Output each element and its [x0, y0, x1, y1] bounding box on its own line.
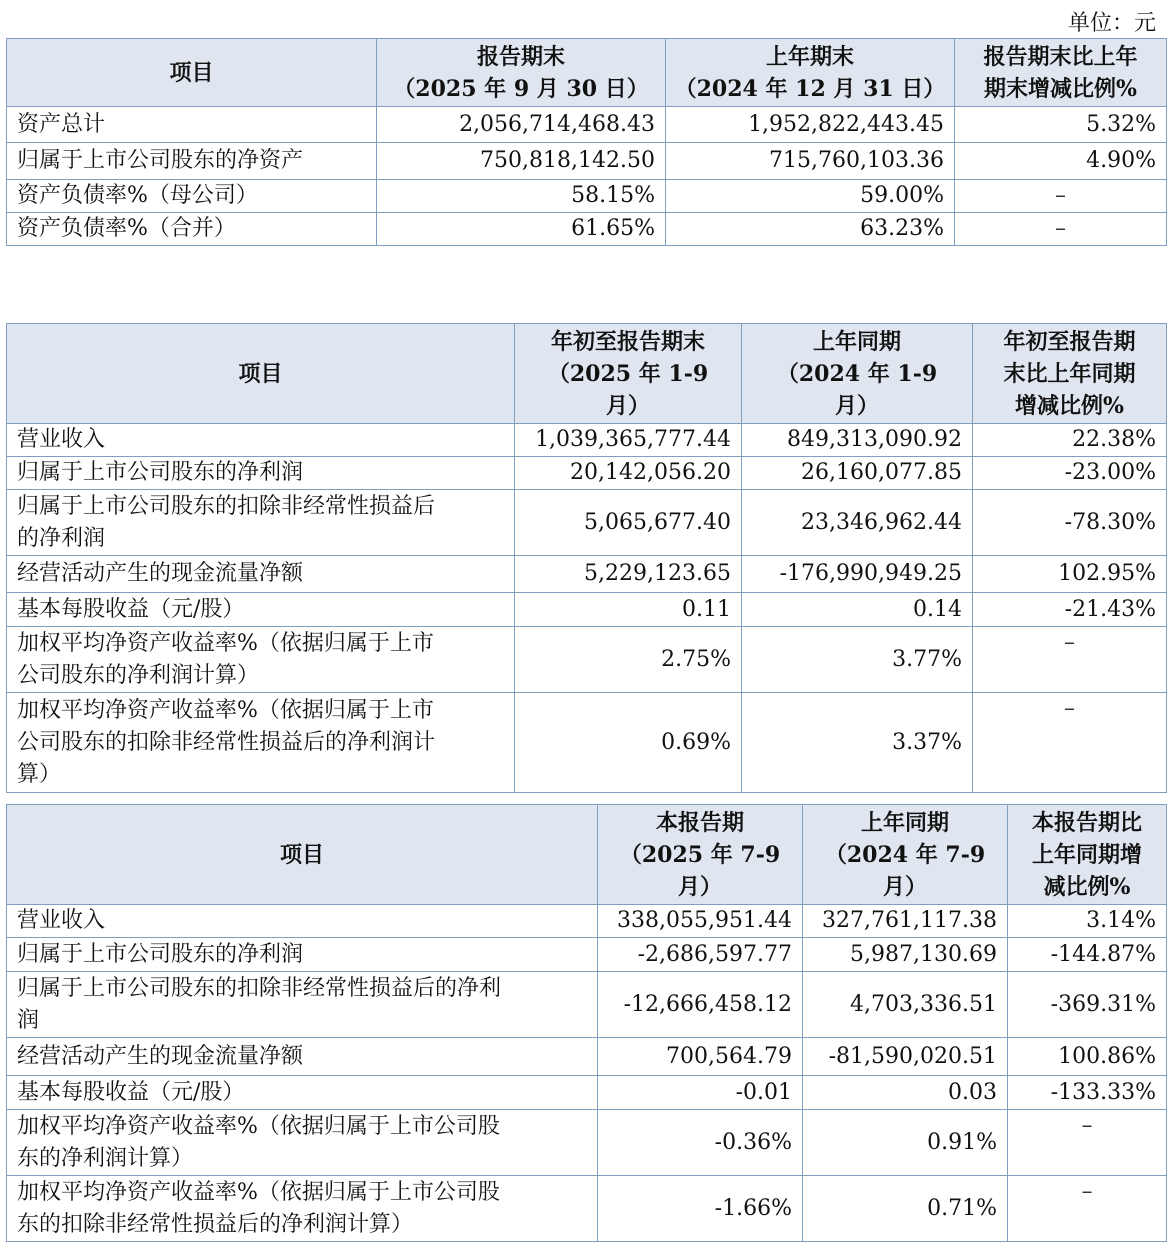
- table-row: [7, 107, 1167, 143]
- cell-change: –: [955, 213, 1167, 246]
- row-label: 加权平均净资产收益率%（依据归属于上市 公司股东的扣除非经常性损益后的净利润计 算）: [7, 693, 515, 793]
- cell-value: 5,229,123.65: [515, 556, 742, 593]
- ytd-table: [6, 323, 1167, 793]
- table-row: [7, 213, 1167, 246]
- cell-change: 22.38%: [973, 424, 1167, 457]
- row-label: 加权平均净资产收益率%（依据归属于上市公司股 东的净利润计算）: [7, 1110, 598, 1176]
- cell-value: -2,686,597.77: [598, 938, 803, 972]
- row-label: 加权平均净资产收益率%（依据归属于上市公司股 东的扣除非经常性损益后的净利润计算）: [7, 1176, 598, 1242]
- row-label: 经营活动产生的现金流量净额: [7, 556, 515, 593]
- cell-change: –: [973, 693, 1167, 793]
- table-row: [7, 180, 1167, 213]
- table-row: [7, 1038, 1167, 1076]
- cell-value: 5,987,130.69: [803, 938, 1008, 972]
- cell-value: 20,142,056.20: [515, 457, 742, 490]
- cell-change: –: [973, 627, 1167, 693]
- cell-value: 849,313,090.92: [742, 424, 973, 457]
- cell-value: 338,055,951.44: [598, 905, 803, 938]
- cell-change: -144.87%: [1008, 938, 1167, 972]
- unit-label: 单位：元: [1067, 11, 1156, 36]
- table-row: [7, 424, 1167, 457]
- cell-value: 327,761,117.38: [803, 905, 1008, 938]
- cell-value: -176,990,949.25: [742, 556, 973, 593]
- cell-value: -0.36%: [598, 1110, 803, 1176]
- row-label: 归属于上市公司股东的净资产: [7, 143, 377, 180]
- cell-value: 63.23%: [666, 213, 955, 246]
- cell-change: –: [1008, 1110, 1167, 1176]
- row-label: 归属于上市公司股东的扣除非经常性损益后的净利 润: [7, 972, 598, 1038]
- table-row: [7, 938, 1167, 972]
- cell-value: 58.15%: [377, 180, 666, 213]
- cell-value: 1,039,365,777.44: [515, 424, 742, 457]
- cell-value: 0.91%: [803, 1110, 1008, 1176]
- header-change-pct: 年初至报告期 末比上年同期 增减比例%: [973, 324, 1167, 424]
- cell-change: 4.90%: [955, 143, 1167, 180]
- table-row: [7, 693, 1167, 793]
- cell-value: 2,056,714,468.43: [377, 107, 666, 143]
- header-item: 项目: [7, 39, 377, 107]
- table-row: [7, 972, 1167, 1038]
- cell-change: -369.31%: [1008, 972, 1167, 1038]
- table-row: [7, 593, 1167, 627]
- table-row: [7, 1110, 1167, 1176]
- row-label: 基本每股收益（元/股）: [7, 593, 515, 627]
- table-row: [7, 457, 1167, 490]
- header-prior-period: 上年同期 （2024 年 7-9 月）: [803, 805, 1008, 905]
- cell-value: -81,590,020.51: [803, 1038, 1008, 1076]
- cell-value: 0.69%: [515, 693, 742, 793]
- cell-value: 61.65%: [377, 213, 666, 246]
- cell-value: 26,160,077.85: [742, 457, 973, 490]
- cell-value: 0.71%: [803, 1176, 1008, 1242]
- row-label: 归属于上市公司股东的扣除非经常性损益后 的净利润: [7, 490, 515, 556]
- table-row: [7, 490, 1167, 556]
- cell-value: 750,818,142.50: [377, 143, 666, 180]
- cell-change: -78.30%: [973, 490, 1167, 556]
- cell-value: -1.66%: [598, 1176, 803, 1242]
- row-label: 归属于上市公司股东的净利润: [7, 457, 515, 490]
- cell-value: 3.77%: [742, 627, 973, 693]
- row-label: 营业收入: [7, 905, 598, 938]
- row-label: 资产负债率%（合并）: [7, 213, 377, 246]
- row-label: 基本每股收益（元/股）: [7, 1076, 598, 1110]
- table-row: [7, 556, 1167, 593]
- table-row: [7, 143, 1167, 180]
- cell-value: 4,703,336.51: [803, 972, 1008, 1038]
- cell-value: 0.03: [803, 1076, 1008, 1110]
- row-label: 资产总计: [7, 107, 377, 143]
- cell-value: -0.01: [598, 1076, 803, 1110]
- row-label: 经营活动产生的现金流量净额: [7, 1038, 598, 1076]
- cell-change: –: [1008, 1176, 1167, 1242]
- header-period-end: 报告期末 （2025 年 9 月 30 日）: [377, 39, 666, 107]
- cell-value: 59.00%: [666, 180, 955, 213]
- cell-change: -133.33%: [1008, 1076, 1167, 1110]
- row-label: 资产负债率%（母公司）: [7, 180, 377, 213]
- cell-value: 715,760,103.36: [666, 143, 955, 180]
- cell-value: 1,952,822,443.45: [666, 107, 955, 143]
- header-item: 项目: [7, 805, 598, 905]
- cell-value: 3.37%: [742, 693, 973, 793]
- balance-table: [6, 38, 1167, 246]
- cell-value: 2.75%: [515, 627, 742, 693]
- header-change-pct: 本报告期比 上年同期增 减比例%: [1008, 805, 1167, 905]
- cell-change: 100.86%: [1008, 1038, 1167, 1076]
- header-prior-ytd: 上年同期 （2024 年 1-9 月）: [742, 324, 973, 424]
- cell-value: 700,564.79: [598, 1038, 803, 1076]
- cell-value: 23,346,962.44: [742, 490, 973, 556]
- cell-change: -23.00%: [973, 457, 1167, 490]
- table-row: [7, 905, 1167, 938]
- header-prior-year-end: 上年期末 （2024 年 12 月 31 日）: [666, 39, 955, 107]
- cell-change: -21.43%: [973, 593, 1167, 627]
- table-row: [7, 627, 1167, 693]
- header-ytd: 年初至报告期末 （2025 年 1-9 月）: [515, 324, 742, 424]
- row-label: 营业收入: [7, 424, 515, 457]
- cell-change: 102.95%: [973, 556, 1167, 593]
- cell-value: 5,065,677.40: [515, 490, 742, 556]
- header-item: 项目: [7, 324, 515, 424]
- cell-change: 3.14%: [1008, 905, 1167, 938]
- table-row: [7, 1076, 1167, 1110]
- cell-value: 0.14: [742, 593, 973, 627]
- cell-change: 5.32%: [955, 107, 1167, 143]
- row-label: 归属于上市公司股东的净利润: [7, 938, 598, 972]
- header-current-period: 本报告期 （2025 年 7-9 月）: [598, 805, 803, 905]
- cell-value: 0.11: [515, 593, 742, 627]
- cell-change: –: [955, 180, 1167, 213]
- quarter-table: [6, 804, 1167, 1242]
- cell-value: -12,666,458.12: [598, 972, 803, 1038]
- table-row: [7, 1176, 1167, 1242]
- row-label: 加权平均净资产收益率%（依据归属于上市 公司股东的净利润计算）: [7, 627, 515, 693]
- header-change-pct: 报告期末比上年 期末增减比例%: [955, 39, 1167, 107]
